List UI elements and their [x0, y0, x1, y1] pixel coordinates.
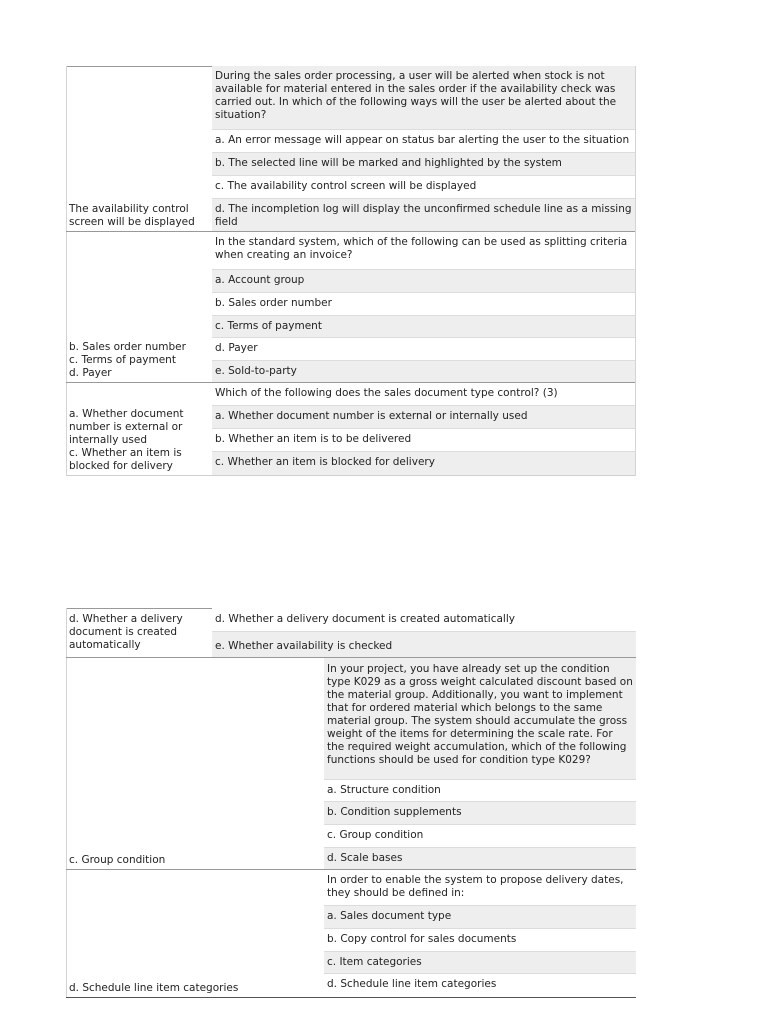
option-text: d. Payer: [215, 342, 258, 354]
question-text: In the standard system, which of the following can be used as splitting criteria when creating an invoice?: [215, 236, 628, 261]
option-row: [324, 825, 636, 848]
option-row: [212, 406, 636, 429]
question-text: During the sales order processing, a user will be alerted when stock is not available for material entered in the sales order if the availability check was carried out. In which of the following ways will the user be alerted about the situation?: [215, 70, 617, 121]
answer-text: b. Sales order number c. Terms of payment d. Payer: [69, 341, 186, 379]
table-bottom-rule: [66, 997, 636, 998]
option-text: a. Sales document type: [327, 910, 452, 922]
question-cell: [324, 870, 636, 906]
option-row: [212, 153, 636, 176]
question-text: Which of the following does the sales document type control? (3): [215, 387, 558, 399]
option-text: b. The selected line will be marked and highlighted by the system: [215, 157, 562, 169]
answer-cell: [66, 870, 324, 998]
option-text: d. Schedule line item categories: [327, 978, 497, 990]
table-bottom-rule: [66, 475, 636, 476]
option-text: d. Scale bases: [327, 852, 403, 864]
question-text: In order to enable the system to propose delivery dates, they should be defined in:: [327, 874, 624, 899]
option-row: [324, 974, 636, 998]
option-text: e. Whether availability is checked: [215, 640, 393, 652]
answer-text: c. Group condition: [69, 854, 166, 866]
option-text: b. Copy control for sales documents: [327, 933, 517, 945]
question-cell: [212, 383, 636, 406]
option-text: d. The incompletion log will display the unconfirmed schedule line as a missing field: [215, 203, 632, 228]
option-row: [212, 361, 636, 383]
option-text: b. Condition supplements: [327, 806, 462, 818]
option-text: c. The availability control screen will be displayed: [215, 180, 477, 192]
answer-cell: [66, 658, 324, 870]
option-row: [212, 130, 636, 153]
option-row: [324, 848, 636, 870]
answer-cell: [66, 66, 212, 232]
option-row: [212, 199, 636, 232]
answer-cell: [66, 232, 212, 383]
option-row: [212, 270, 636, 293]
question-cell: [324, 658, 636, 780]
question-cell: [212, 66, 636, 130]
option-row: [212, 316, 636, 338]
option-text: a. An error message will appear on status bar alerting the user to the situation: [215, 134, 630, 146]
option-row: [212, 608, 636, 632]
option-row: [212, 429, 636, 452]
option-text: a. Account group: [215, 274, 305, 286]
answer-text: The availability control screen will be displayed: [69, 203, 195, 228]
option-text: b. Sales order number: [215, 297, 332, 309]
option-row: [324, 929, 636, 952]
quiz-table-1: [66, 66, 636, 476]
table-right-border: [635, 66, 636, 476]
option-row: [212, 338, 636, 361]
option-text: c. Group condition: [327, 829, 424, 841]
option-row: [212, 293, 636, 316]
answer-cell: [66, 608, 212, 658]
answer-text: a. Whether document number is external or internally used c. Whether an item is blocked for delivery: [69, 408, 184, 472]
option-row: [324, 802, 636, 825]
option-text: a. Structure condition: [327, 784, 441, 796]
answer-text: d. Whether a delivery document is created automatically: [69, 613, 183, 651]
question-text: In your project, you have already set up the condition type K029 as a gross weight calculated discount based on the material group. Additionally, you want to implement that for ordered material which belongs to the same material group. The system should accumulate the gross weight of the items for determining the scale rate. For the required weight accumulation, which of the following functions should be used for condition type K029?: [327, 663, 633, 766]
option-text: d. Whether a delivery document is created automatically: [215, 613, 515, 625]
question-cell: [212, 232, 636, 270]
quiz-table-2: [66, 608, 636, 998]
option-row: [212, 452, 636, 476]
option-text: a. Whether document number is external or internally used: [215, 410, 528, 422]
option-row: [212, 632, 636, 658]
option-text: b. Whether an item is to be delivered: [215, 433, 412, 445]
option-row: [324, 780, 636, 802]
option-text: e. Sold-to-party: [215, 365, 297, 377]
option-text: c. Terms of payment: [215, 320, 322, 332]
option-text: c. Whether an item is blocked for delivery: [215, 456, 435, 468]
option-row: [324, 952, 636, 974]
option-row: [324, 906, 636, 929]
option-text: c. Item categories: [327, 956, 422, 968]
answer-text: d. Schedule line item categories: [69, 982, 239, 994]
option-row: [212, 176, 636, 199]
answer-cell: [66, 383, 212, 476]
